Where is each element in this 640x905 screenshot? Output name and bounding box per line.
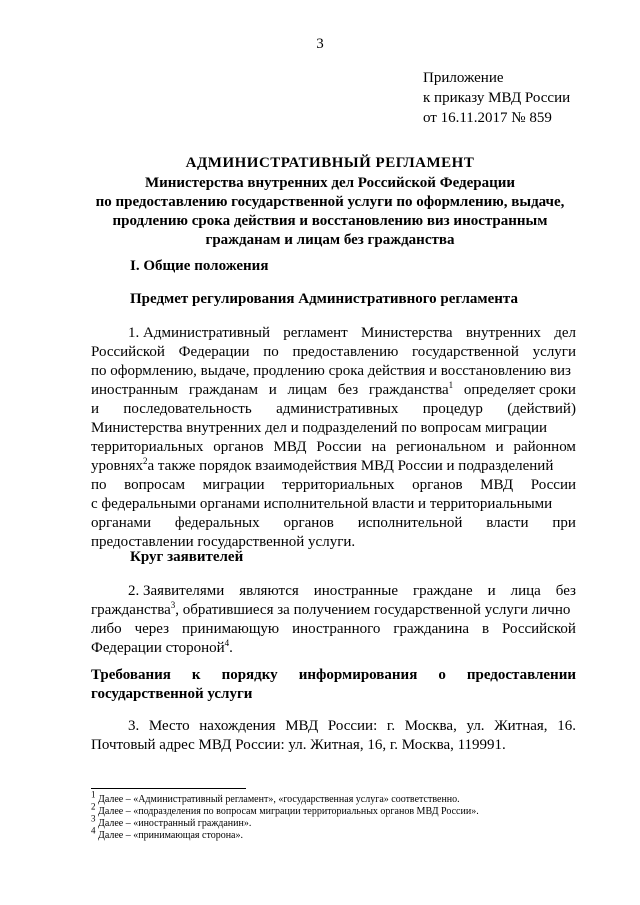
appendix-line: от 16.11.2017 № 859 (423, 110, 552, 126)
para-line: 3. Место нахождения МВД России: г. Москва, ул. Житная, 16. (128, 718, 576, 734)
appendix-line: к приказу МВД России (423, 90, 571, 106)
footnote-separator (91, 788, 246, 789)
footnote-mark: 4 (224, 638, 230, 648)
para-line: органами федеральных органов исполнительной власти при (91, 515, 576, 531)
document-title: АДМИНИСТРАТИВНЫЙ РЕГЛАМЕНТ (185, 155, 475, 171)
footnote-mark: 2 (143, 456, 148, 466)
para-line: Федерации стороной$^4$. (91, 638, 233, 656)
footnote: $^4$ Далее – «принимающая сторона». (91, 825, 243, 841)
document-subtitle (80, 174, 580, 250)
para-line: территориальных органов МВД России на региональном и районном (91, 439, 576, 455)
para-line: 2. Заявителями являются иностранные граждане и лица без (128, 583, 576, 599)
para-line: по оформлению, выдаче, продлению срока действия и восстановлению виз (91, 363, 571, 379)
subtitle-line: по предоставлению государственной услуги по оформлению, выдаче, (95, 194, 565, 210)
paragraph-1 (91, 324, 576, 552)
para-line: 1. Административный регламент Министерства внутренних дел (128, 325, 576, 341)
para-line: уровнях$^2$а также порядок взаимодействия МВД России и подразделений (91, 456, 554, 474)
footnote: $^1$ Далее – «Административный регламент», «государственная услуга» соответственно. (91, 789, 460, 805)
paragraph-2 (91, 582, 576, 658)
appendix-block (423, 68, 570, 128)
para-line: Почтовый адрес МВД России: ул. Житная, 16, г. Москва, 119991. (91, 737, 506, 753)
section-heading-general: I. Общие положения (130, 258, 269, 274)
para-line: и последовательность административных процедур (действий) (91, 401, 576, 417)
para-line: предоставлении государственной услуги. (91, 534, 356, 550)
appendix-line: Приложение (423, 70, 504, 86)
para-line: Российской Федерации по предоставлению государственной услуги (91, 344, 576, 360)
para-line: Министерства внутренних дел и подразделений по вопросам миграции (91, 420, 548, 436)
para-line: с федеральными органами исполнительной власти и территориальными (91, 496, 553, 512)
section-subheading-subject: Предмет регулирования Административного регламента (130, 291, 518, 307)
footnote-mark: 3 (170, 600, 176, 610)
footnote-mark: 1 (448, 380, 454, 390)
subtitle-line: продлению срока действия и восстановлению виз иностранным (112, 213, 548, 229)
subtitle-line: гражданам и лицам без гражданства (205, 232, 455, 248)
footnote: $^2$ Далее – «подразделения по вопросам миграции территориальных органов МВД России». (91, 801, 479, 817)
page-number: 3 (316, 36, 324, 52)
section-heading-information: Требования к порядку информирования о предоставлении государственной услуги (91, 667, 576, 702)
footnote: $^3$ Далее – «иностранный гражданин». (91, 813, 252, 829)
subtitle-line: Министерства внутренних дел Российской Федерации (144, 175, 516, 191)
para-line: иностранным гражданам и лицам без гражданства$^1$ определяет сроки (91, 380, 576, 398)
para-line: либо через принимающую иностранного гражданина в Российской (91, 621, 576, 637)
para-line: гражданства$^3$, обратившиеся за получением государственной услуги лично (91, 600, 571, 618)
paragraph-3 (91, 717, 576, 755)
para-line: по вопросам миграции территориальных органов МВД России (91, 477, 576, 493)
section-heading-applicants: Круг заявителей (130, 549, 244, 565)
footnotes (91, 789, 479, 842)
